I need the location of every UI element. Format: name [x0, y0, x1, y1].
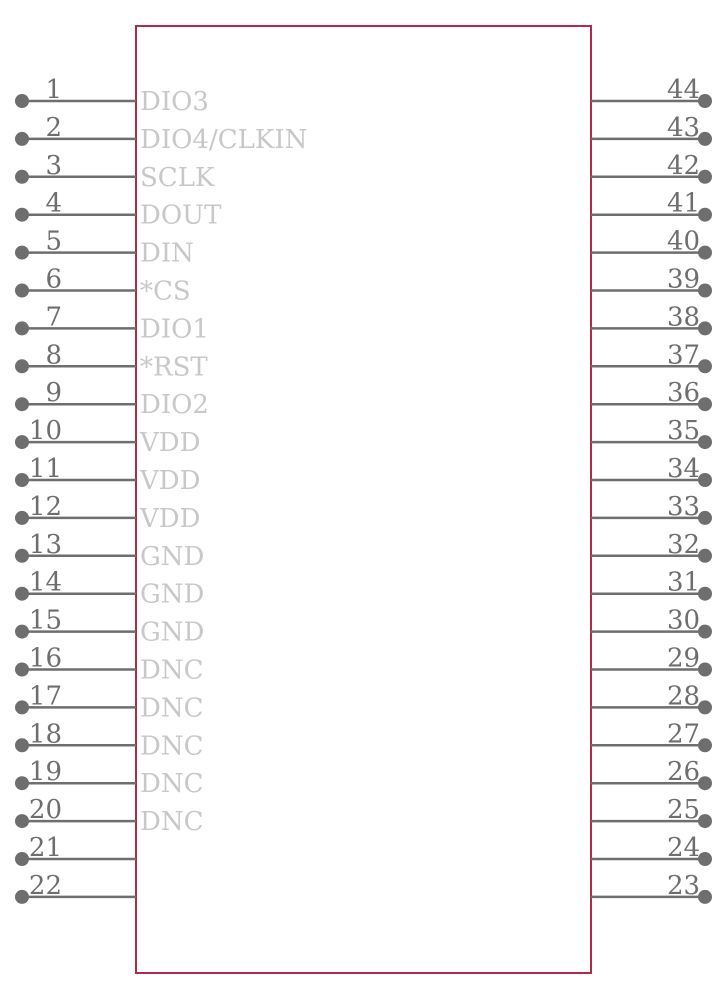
pin-number: 19: [28, 757, 62, 788]
pin-terminal-dot[interactable]: [698, 170, 712, 184]
pin-label: DNC: [140, 769, 204, 800]
pin-terminal-dot[interactable]: [698, 246, 712, 260]
pin-number: 32: [667, 529, 701, 560]
pin-terminal-dot[interactable]: [15, 700, 29, 714]
right-pin-39: [591, 265, 712, 298]
pin-number: 4: [45, 188, 62, 219]
left-pin-3: [15, 151, 215, 193]
pin-label: *RST: [140, 352, 208, 383]
right-pin-34: [591, 454, 712, 487]
pin-terminal-dot[interactable]: [698, 321, 712, 335]
right-pin-24: [591, 833, 712, 866]
pin-number: 22: [28, 870, 62, 901]
pin-number: 13: [28, 529, 62, 560]
pin-number: 42: [667, 150, 701, 181]
pin-number: 44: [667, 75, 701, 105]
pin-number: 11: [28, 454, 62, 484]
right-pin-25: [591, 795, 712, 828]
pin-number: 3: [45, 150, 62, 181]
left-pin-7: [15, 302, 209, 344]
pin-number: 36: [667, 378, 701, 409]
pin-terminal-dot[interactable]: [15, 587, 29, 601]
pin-terminal-dot[interactable]: [698, 284, 712, 298]
pin-label: DIO3: [140, 87, 209, 117]
right-pin-40: [591, 227, 712, 260]
pin-label: DIO1: [140, 314, 209, 345]
right-pin-26: [591, 757, 712, 790]
right-pin-23: [591, 871, 712, 904]
pin-label: *CS: [140, 276, 191, 307]
right-pin-33: [591, 492, 712, 525]
pin-number: 27: [667, 719, 701, 750]
pin-terminal-dot[interactable]: [698, 814, 712, 828]
pin-label: VDD: [140, 503, 201, 534]
left-pin-group: [15, 75, 307, 904]
right-pin-44: [591, 75, 712, 108]
pin-number: 20: [28, 795, 62, 826]
pin-number: 34: [667, 454, 701, 484]
pin-terminal-dot[interactable]: [15, 170, 29, 184]
right-pin-32: [591, 530, 712, 563]
pin-label: DOUT: [140, 200, 222, 231]
pin-number: 1: [45, 75, 62, 105]
right-pin-41: [591, 189, 712, 222]
left-pin-16: [15, 644, 204, 686]
pin-terminal-dot[interactable]: [15, 284, 29, 298]
right-pin-43: [591, 113, 712, 146]
pin-number: 8: [45, 340, 62, 371]
pin-terminal-dot[interactable]: [698, 549, 712, 563]
pin-number: 31: [667, 567, 701, 598]
pin-number: 14: [28, 567, 62, 598]
pin-terminal-dot[interactable]: [698, 208, 712, 222]
pin-terminal-dot[interactable]: [15, 776, 29, 790]
pin-terminal-dot[interactable]: [15, 738, 29, 752]
pin-number: 33: [667, 491, 701, 522]
left-pin-11: [15, 454, 200, 496]
right-pin-35: [591, 416, 712, 449]
pin-terminal-dot[interactable]: [15, 473, 29, 487]
pin-number: 40: [667, 226, 701, 257]
left-pin-10: [15, 416, 200, 458]
right-pin-28: [591, 681, 712, 714]
pin-terminal-dot[interactable]: [698, 359, 712, 373]
left-pin-4: [15, 189, 222, 231]
pin-number: 30: [667, 605, 701, 636]
pin-number: 37: [667, 340, 701, 371]
right-pin-group: [591, 75, 712, 904]
pin-terminal-dot[interactable]: [15, 511, 29, 525]
pin-number: 12: [28, 491, 62, 522]
pin-number: 28: [667, 681, 701, 712]
pin-terminal-dot[interactable]: [15, 549, 29, 563]
pin-number: 18: [28, 719, 62, 750]
pin-terminal-dot[interactable]: [15, 663, 29, 677]
pin-terminal-dot[interactable]: [15, 94, 29, 108]
pin-number: 39: [667, 264, 701, 295]
pin-number: 25: [667, 795, 701, 826]
pin-number: 43: [667, 112, 701, 143]
pin-number: 29: [667, 643, 701, 674]
left-pin-17: [15, 681, 204, 723]
pin-terminal-dot[interactable]: [15, 814, 29, 828]
pin-label: DIO4/CLKIN: [140, 124, 308, 155]
pin-label: SCLK: [140, 162, 215, 193]
pin-number: 38: [667, 302, 701, 333]
pin-terminal-dot[interactable]: [15, 246, 29, 260]
right-pin-36: [591, 378, 712, 411]
pin-label: GND: [140, 617, 205, 648]
pin-label: DNC: [140, 655, 204, 686]
left-pin-1: [15, 75, 209, 117]
left-pin-13: [15, 530, 204, 572]
pin-terminal-dot[interactable]: [698, 511, 712, 525]
pin-number: 10: [28, 416, 62, 447]
pin-number: 35: [667, 416, 701, 447]
pin-terminal-dot[interactable]: [698, 738, 712, 752]
right-pin-29: [591, 644, 712, 677]
pin-label: DNC: [140, 693, 204, 724]
pin-label: DIN: [140, 238, 194, 269]
pin-terminal-dot[interactable]: [698, 132, 712, 146]
pin-number: 6: [45, 264, 62, 295]
pin-terminal-dot[interactable]: [15, 321, 29, 335]
pin-number: 24: [667, 833, 701, 863]
left-pin-18: [15, 719, 204, 761]
pin-terminal-dot[interactable]: [698, 663, 712, 677]
left-pin-9: [15, 378, 209, 420]
pin-terminal-dot[interactable]: [698, 625, 712, 639]
pin-number: 41: [667, 188, 701, 219]
left-pin-20: [15, 795, 204, 837]
pin-number: 7: [45, 302, 62, 333]
pin-terminal-dot[interactable]: [15, 625, 29, 639]
right-pin-42: [591, 151, 712, 184]
pin-label: VDD: [140, 466, 201, 496]
pin-terminal-dot[interactable]: [698, 94, 712, 108]
pin-terminal-dot[interactable]: [15, 359, 29, 373]
pin-terminal-dot[interactable]: [15, 208, 29, 222]
pin-number: 2: [45, 112, 62, 143]
left-pin-2: [15, 113, 307, 155]
left-pin-5: [15, 227, 194, 269]
right-pin-30: [591, 606, 712, 639]
pin-terminal-dot[interactable]: [15, 890, 29, 904]
pin-terminal-dot[interactable]: [698, 435, 712, 449]
right-pin-37: [591, 340, 712, 373]
pin-number: 17: [28, 681, 62, 712]
left-pin-21: [15, 833, 136, 866]
pin-terminal-dot[interactable]: [698, 473, 712, 487]
left-pin-19: [15, 757, 204, 799]
left-pin-15: [15, 606, 204, 648]
left-pin-6: [15, 265, 191, 307]
left-pin-14: [15, 568, 204, 610]
pin-number: 23: [667, 870, 701, 901]
pin-label: VDD: [140, 428, 201, 459]
pin-label: GND: [140, 579, 205, 610]
pin-terminal-dot[interactable]: [698, 397, 712, 411]
right-pin-31: [591, 568, 712, 601]
pin-terminal-dot[interactable]: [698, 587, 712, 601]
pin-number: 5: [45, 226, 62, 257]
left-pin-22: [15, 871, 136, 904]
left-pin-8: [15, 340, 208, 382]
left-pin-12: [15, 492, 200, 534]
pin-label: DIO2: [140, 390, 209, 421]
pin-terminal-dot[interactable]: [15, 132, 29, 146]
pin-label: DNC: [140, 731, 204, 762]
right-pin-38: [591, 302, 712, 335]
pin-terminal-dot[interactable]: [15, 397, 29, 411]
pin-terminal-dot[interactable]: [698, 776, 712, 790]
pin-number: 21: [28, 833, 62, 863]
pin-label: GND: [140, 541, 205, 572]
pin-terminal-dot[interactable]: [698, 890, 712, 904]
pin-terminal-dot[interactable]: [15, 852, 29, 866]
right-pin-27: [591, 719, 712, 752]
pin-number: 9: [45, 378, 62, 409]
pin-label: DNC: [140, 807, 204, 838]
pin-number: 16: [28, 643, 62, 674]
pin-number: 26: [667, 757, 701, 788]
pin-terminal-dot[interactable]: [698, 700, 712, 714]
pin-terminal-dot[interactable]: [698, 852, 712, 866]
pin-number: 15: [28, 605, 62, 636]
pin-terminal-dot[interactable]: [15, 435, 29, 449]
